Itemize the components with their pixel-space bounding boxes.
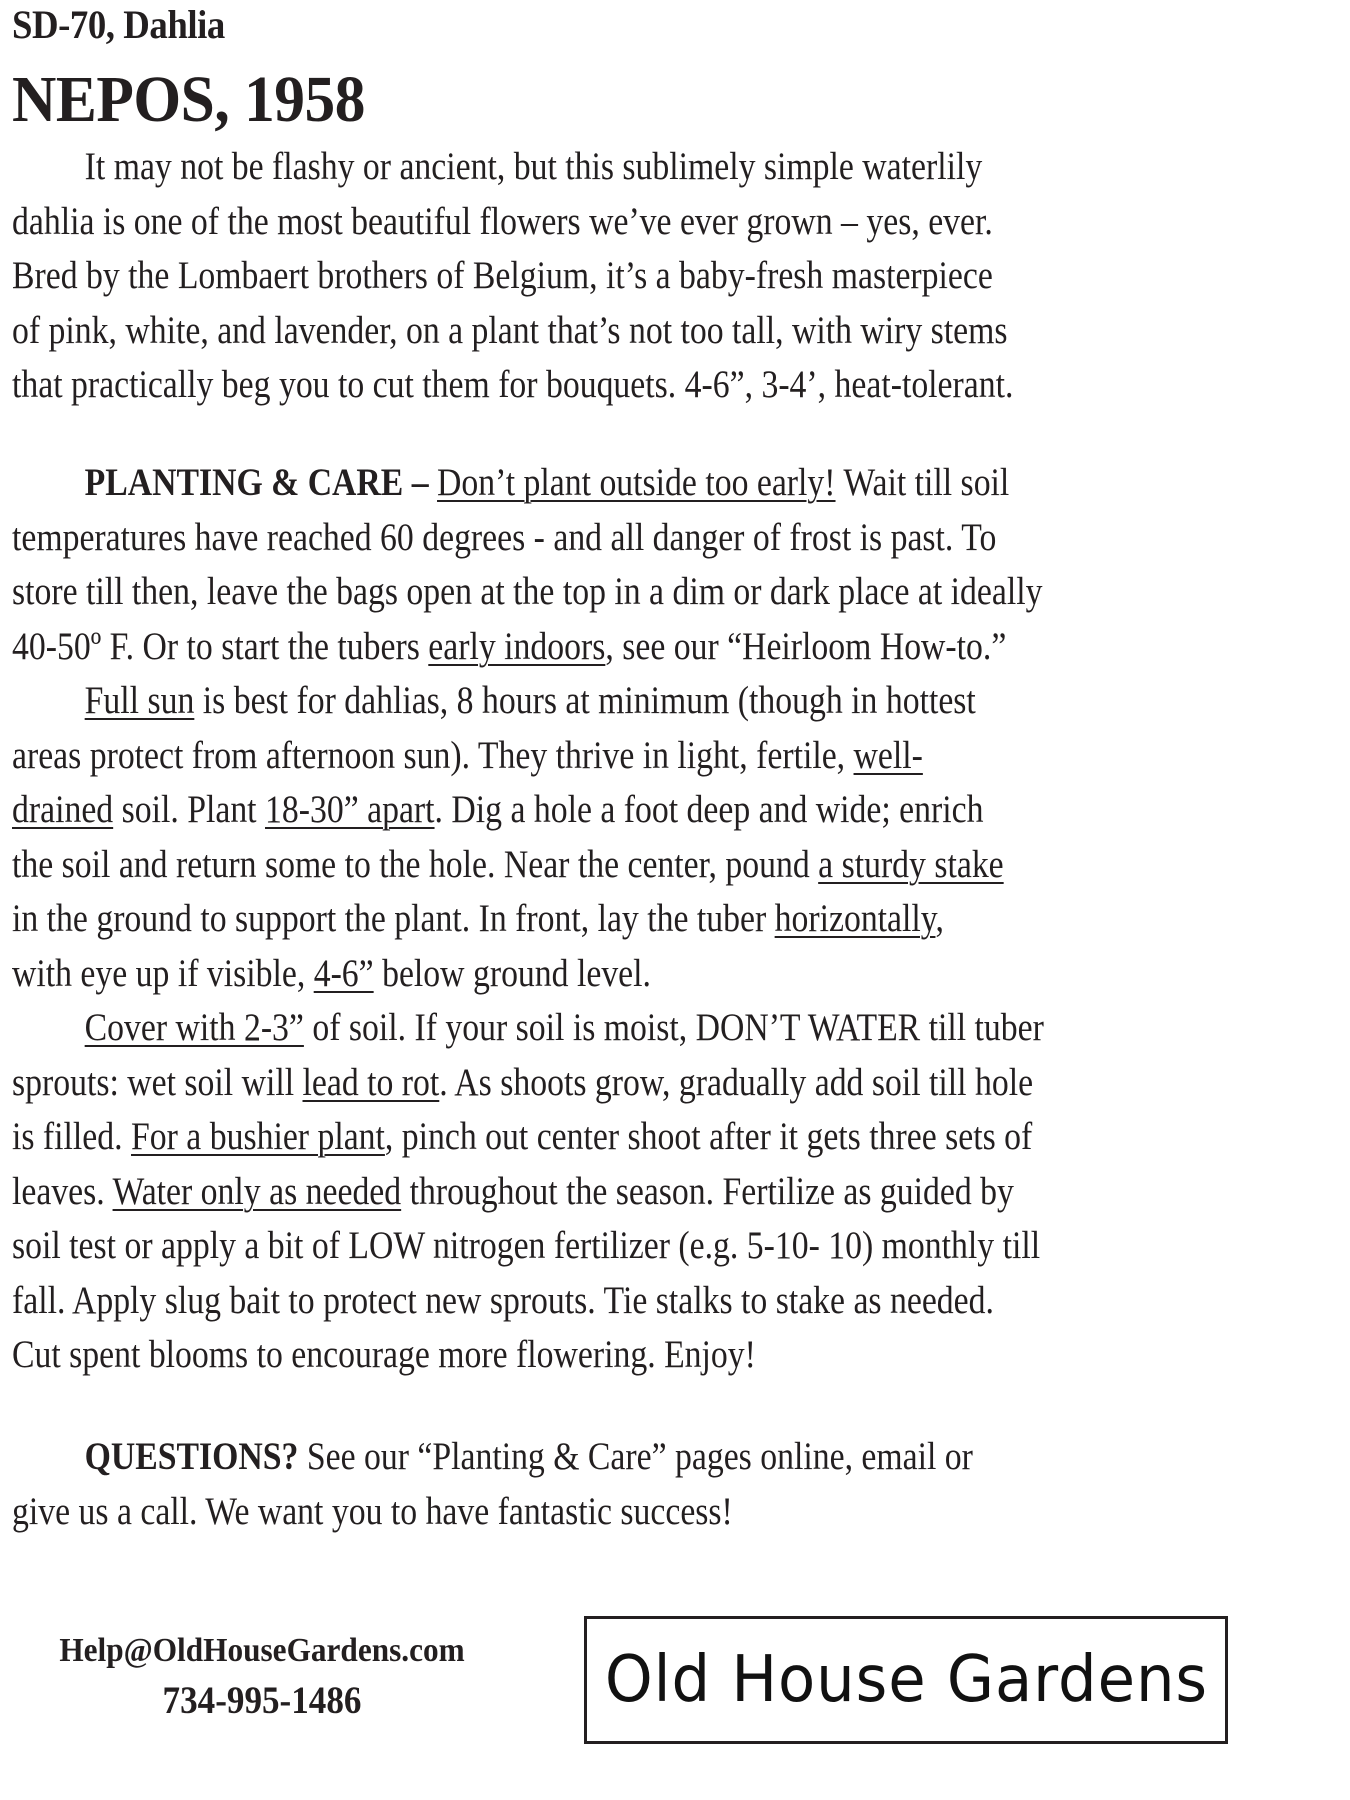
text-line xyxy=(12,947,1223,1002)
brand-logo xyxy=(584,1616,1228,1744)
text: See our “Planting & Care” pages online, email or xyxy=(298,1435,973,1478)
emphasis: drained xyxy=(12,788,114,831)
emphasis: Don’t plant outside too early! xyxy=(437,461,836,504)
emphasis: Water only as needed xyxy=(112,1169,402,1213)
text-line: of pink, white, and lavender, on a plant that’s not too tall, with wiry stems xyxy=(12,308,1008,352)
text-line xyxy=(12,1056,1223,1111)
emphasis: Cover with 2-3” xyxy=(84,1006,304,1049)
emphasis: lead to rot xyxy=(302,1060,440,1104)
text-line xyxy=(12,783,1223,838)
page-title: NEPOS, 1958 xyxy=(12,63,365,136)
product-code: SD-70, Dahlia xyxy=(12,2,225,47)
text-line xyxy=(12,729,1223,784)
text-line: temperatures have reached 60 degrees - and all danger of frost is past. To xyxy=(12,515,997,559)
text: soil. Plant xyxy=(113,788,265,831)
emphasis: 4-6” xyxy=(313,951,374,995)
text-line xyxy=(12,838,1223,893)
text: the soil and return some to the hole. Near the center, pound xyxy=(12,842,819,886)
emphasis: well- xyxy=(853,733,923,777)
text: Wait till soil xyxy=(835,461,1010,504)
text-line xyxy=(12,620,1223,675)
logo-wordmark: Old House Gardens xyxy=(604,1643,1208,1717)
text: in the ground to support the plant. In front, lay the tuber xyxy=(12,897,775,940)
text: of soil. If your soil is moist, DON’T WATER till tuber xyxy=(303,1006,1044,1049)
text: with eye up if visible, xyxy=(12,951,314,995)
text-line xyxy=(12,892,1223,947)
text: throughout the season. Fertilize as guided by xyxy=(401,1169,1014,1213)
text: leaves. xyxy=(12,1169,113,1213)
text-line: give us a call. We want you to have fantastic success! xyxy=(12,1489,733,1533)
text: areas protect from afternoon sun). They thrive in light, fertile, xyxy=(12,733,854,777)
emphasis: early indoors xyxy=(428,624,606,668)
phone-number: 734-995-1486 xyxy=(162,1679,362,1722)
text-line xyxy=(12,1430,1223,1485)
text-line xyxy=(12,456,1223,511)
text-line: fall. Apply slug bait to protect new sprouts. Tie stalks to stake as needed. xyxy=(12,1278,994,1322)
text-line: Cut spent blooms to encourage more flowering. Enjoy! xyxy=(12,1333,756,1376)
text-line: soil test or apply a bit of LOW nitrogen fertilizer (e.g. 5-10- 10) monthly till xyxy=(12,1224,1041,1267)
text-line: dahlia is one of the most beautiful flowers we’ve ever grown – yes, ever. xyxy=(12,199,993,243)
text: , pinch out center shoot after it gets three sets of xyxy=(384,1115,1033,1158)
emphasis: a sturdy stake xyxy=(818,842,1004,886)
text: . As shoots grow, gradually add soil till hole xyxy=(439,1060,1034,1104)
text-line: store till then, leave the bags open at the top in a dim or dark place at ideally xyxy=(12,570,1043,613)
text: is best for dahlias, 8 hours at minimum (though in hottest xyxy=(194,679,976,722)
text-line: It may not be flashy or ancient, but this sublimely simple waterlily xyxy=(84,145,983,188)
section-heading: QUESTIONS? xyxy=(84,1435,299,1478)
text-line: that practically beg you to cut them for bouquets. 4-6”, 3-4’, heat-tolerant. xyxy=(12,363,1014,406)
questions-section xyxy=(12,1430,1223,1539)
text: , see our “Heirloom How-to.” xyxy=(605,624,1007,668)
text: . Dig a hole a foot deep and wide; enrich xyxy=(434,788,984,831)
section-heading: PLANTING & CARE – xyxy=(84,461,438,504)
text: is filled. xyxy=(12,1115,132,1158)
emphasis: For a bushier plant xyxy=(131,1115,385,1158)
text-line xyxy=(12,1110,1223,1165)
emphasis: 18-30” apart xyxy=(264,788,435,831)
text-line: Bred by the Lombaert brothers of Belgium, it’s a baby-fresh masterpiece xyxy=(12,254,993,297)
text: sprouts: wet soil will xyxy=(12,1060,303,1104)
text: below ground level. xyxy=(373,951,651,995)
text: 40-50º F. Or to start the tubers xyxy=(12,624,429,668)
contact-info xyxy=(12,1628,512,1728)
text-line xyxy=(12,1001,1223,1056)
emphasis: horizontally xyxy=(774,897,936,940)
text: , xyxy=(935,897,944,940)
text-line xyxy=(12,1165,1223,1220)
intro-paragraph xyxy=(12,140,1223,413)
planting-care-section xyxy=(12,456,1223,1383)
email-address[interactable]: Help@OldHouseGardens.com xyxy=(59,1632,465,1669)
emphasis: Full sun xyxy=(84,679,195,722)
text-line xyxy=(12,674,1223,729)
